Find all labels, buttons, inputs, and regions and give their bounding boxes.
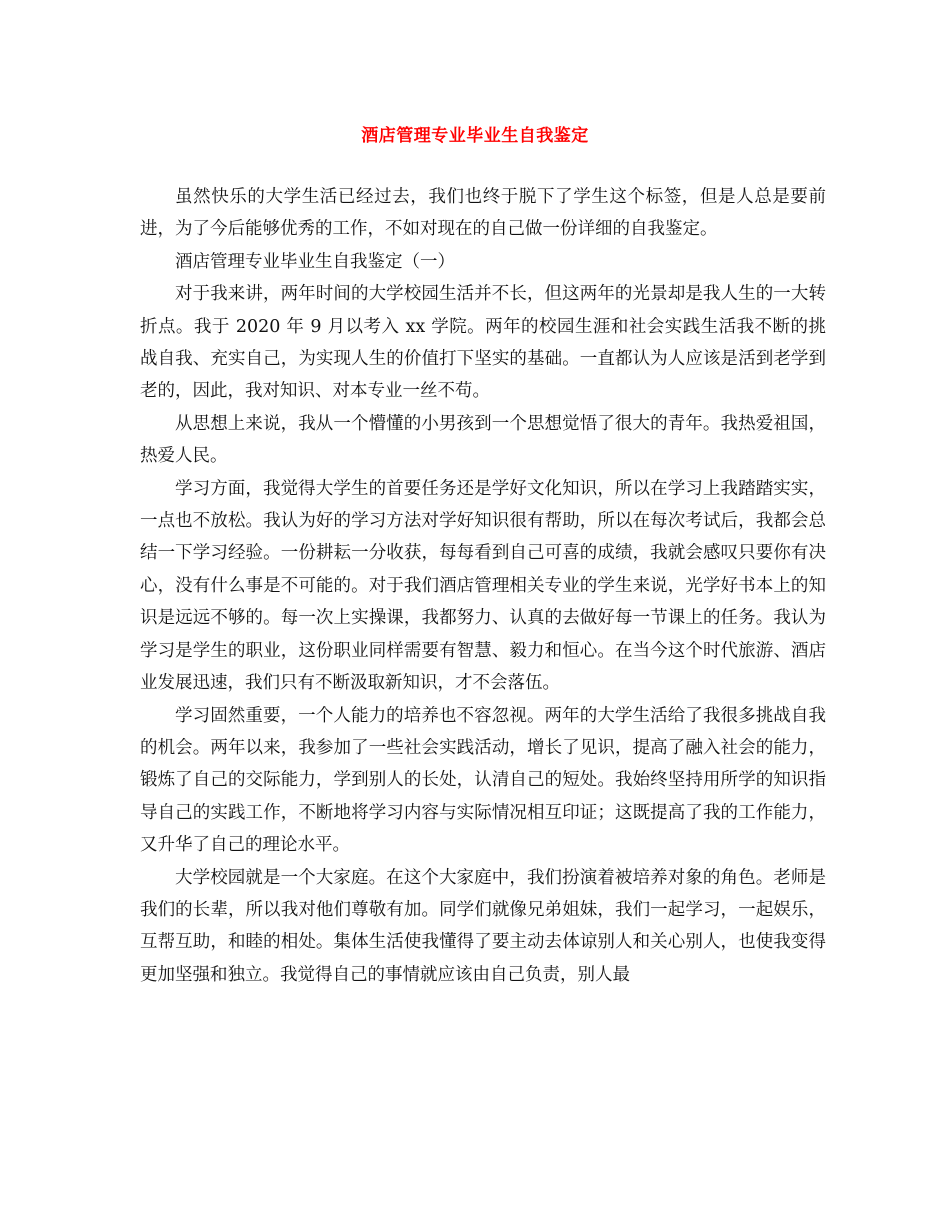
paragraph-intro: 虽然快乐的大学生活已经过去，我们也终于脱下了学生这个标签，但是人总是要前进，为了今后能够优秀的工作，不如对现在的自己做一份详细的自我鉴定。 [140,187,826,240]
paragraph-thought: 从思想上来说，我从一个懵懂的小男孩到一个思想觉悟了很大的青年。我热爱祖国，热爱人民。 [140,413,826,467]
document-body [140,181,826,991]
paragraph-study: 学习方面，我觉得大学生的首要任务还是学好文化知识，所以在学习上我踏踏实实，一点也不放松。我认为好的学习方法对学好知识很有帮助，所以在每次考试后，我都会总结一下学习经验。一份耕耘一分收获，每每看到自己可喜的成绩，我就会感叹只要你有决心，没有什么事是不可能的。对于我们酒店管理相关专业的学生来说，光学好书本上的知识是远远不够的。每一次上实操课，我都努力、认真的去做好每一节课上的任务。我认为学习是学生的职业，这份职业同样需要有智慧、毅力和恒心。在当今这个时代旅游、酒店业发展迅速，我们只有不断汲取新知识，才不会落伍。 [140,478,826,694]
paragraph-overview: 对于我来讲，两年时间的大学校园生活并不长，但这两年的光景却是我人生的一大转折点。我于 2020 年 9 月以考入 xx 学院。两年的校园生涯和社会实践生活我不断的挑战自我、充实自己，为实现人生的价值打下坚实的基础。一直都认为人应该是活到老学到老的，因此，我对知识、对本专业一丝不苟。 [140,284,826,402]
paragraph-section-heading: 酒店管理专业毕业生自我鉴定（一） [175,251,455,272]
document-title: 酒店管理专业毕业生自我鉴定 [361,126,589,146]
paragraph-campus-life: 大学校园就是一个大家庭。在这个大家庭中，我们扮演着被培养对象的角色。老师是我们的长辈，所以我对他们尊敬有加。同学们就像兄弟姐妹，我们一起学习，一起娱乐，互帮互助，和睦的相处。集体生活使我懂得了要主动去体谅别人和关心别人，也使我变得更加坚强和独立。我觉得自己的事情就应该由自己负责，别人最 [140,867,826,985]
paragraph-ability: 学习固然重要，一个人能力的培养也不容忽视。两年的大学生活给了我很多挑战自我的机会。两年以来，我参加了一些社会实践活动，增长了见识，提高了融入社会的能力，锻炼了自己的交际能力，学到别人的长处，认清自己的短处。我始终坚持用所学的知识指导自己的实践工作，不断地将学习内容与实际情况相互印证；这既提高了我的工作能力，又升华了自己的理论水平。 [140,705,826,856]
